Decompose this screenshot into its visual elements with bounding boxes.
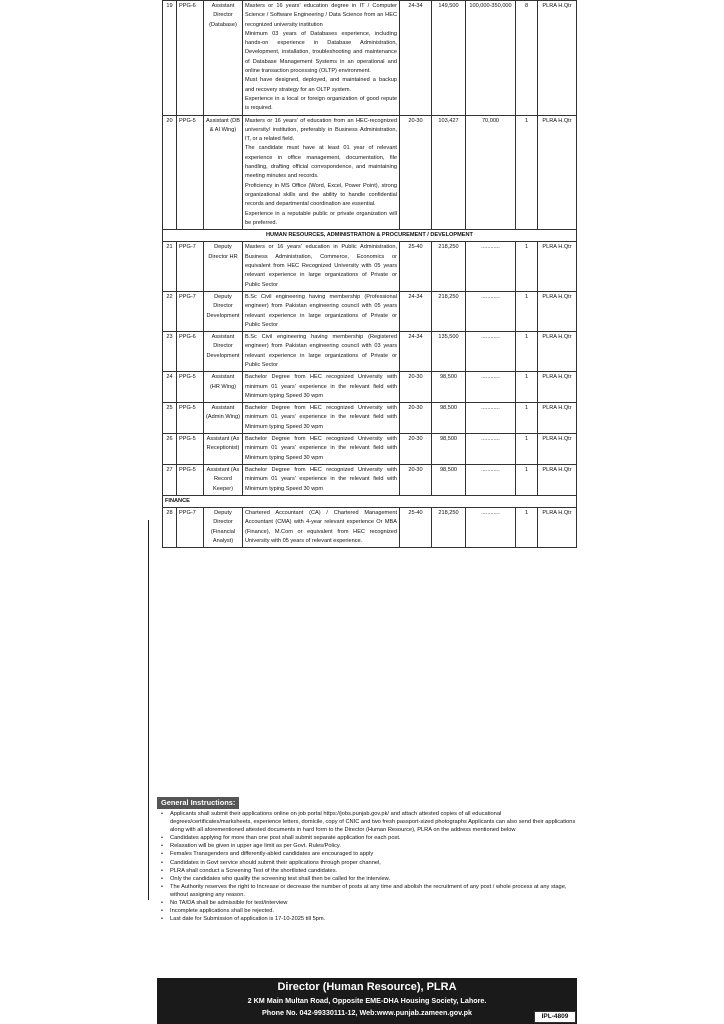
job-pay: 218,250 [432,242,466,291]
list-item: • Applicants shall submit their applications online on job portal https://jobs.punjab.gov.pk/ and attach attested copies of all educational degrees/certificates/marksheets, experience letters, domicile, copy of CNIC and two fresh passport-sized photographs Applicants can also send their applications along with all aforementioned attested documents in hard form to the Director (Human Resource), PLRA on the address mentioned below [157,810,577,834]
job-post: Assistant (Admin Wing) [204,403,243,434]
list-item: • Females Transgenders and differently-abled candidates are encouraged to apply [157,850,577,858]
job-package: 70,000 [466,115,516,230]
job-no: 26 [163,434,177,465]
footer-address: 2 KM Main Multan Road, Opposite EME-DHA Housing Society, Lahore. [247,996,487,1005]
job-qualification [243,115,400,230]
qual-line: Masters or 16 years' education in Public Administration, Business Administration, Commerce, Economics or equivalent from HEC Recognized University with 05 years relevant experience in large organizations of Private or Public Sector [245,244,397,288]
table-row [163,464,577,495]
list-item: • Incomplete applications shall be rejected. [157,907,577,915]
job-qualification [243,1,400,116]
job-count: 1 [516,372,538,403]
job-scale: PPG-7 [177,242,204,291]
job-scale: PPG-5 [177,434,204,465]
instructions-list [157,810,577,923]
job-scale: PPG-5 [177,403,204,434]
job-post: Deputy Director HR [204,242,243,291]
job-pay: 149,500 [432,1,466,116]
crop-mark [148,520,149,900]
job-count: 1 [516,508,538,548]
job-age: 25-40 [400,242,432,291]
qual-line: Experience in a reputable public or private organization will be preferred. [245,210,397,226]
job-qualification [243,291,400,331]
job-location: PLRA H.Qtr [538,508,577,548]
job-post: Assistant (DB & AI Wing) [204,115,243,230]
job-qualification [243,434,400,465]
list-item: • Last date for Submission of application is 17-10-2025 till 5pm. [157,915,577,923]
job-no: 23 [163,332,177,372]
job-location: PLRA H.Qtr [538,242,577,291]
qual-line: B.Sc Civil engineering having membership (Professional engineer) from Pakistan engineering council with 05 years relevant experience in large organizations of Private or Public Sector [245,293,397,328]
job-location: PLRA H.Qtr [538,332,577,372]
table-row [163,291,577,331]
job-location: PLRA H.Qtr [538,115,577,230]
job-count: 1 [516,403,538,434]
qual-line: Chartered Accountant (CA) / Chartered Management Accountant (CMA) with 4-year relevant experience Or MBA (Finance), M.Com or equivalent from HEC recognized University with 05 years of relevant experience. [245,510,397,545]
qual-line: Masters or 16 years' education degree in IT / Computer Science / Software Engineering / Data Science from an HEC recognized university institution [245,3,397,28]
job-scale: PPG-5 [177,464,204,495]
job-post: Assistant (HR Wing) [204,372,243,403]
list-item: • Only the candidates who qualify the screening test shall then be called for the interview. [157,875,577,883]
job-pay: 218,250 [432,508,466,548]
job-location: PLRA H.Qtr [538,291,577,331]
table-row [163,434,577,465]
list-item: • The Authority reserves the right to Increase or decrease the number of posts at any time and abolish the recruitment of any post / whole process at any stage, without assigning any reason. [157,883,577,899]
job-package: 100,000-350,000 [466,1,516,116]
job-scale: PPG-6 [177,332,204,372]
job-location: PLRA H.Qtr [538,464,577,495]
job-package: ............ [466,434,516,465]
qual-line: Proficiency in MS Office (Word, Excel, Power Point), strong organizational skills and the ability to handle confidential records and departmental coordination are essential. [245,182,397,208]
instructions-heading: General Instructions: [157,797,239,809]
job-qualification [243,403,400,434]
list-item: • Candidates applying for more than one post shall submit separate application for each post. [157,834,577,842]
job-count: 8 [516,1,538,116]
ad-code: IPL-4809 [534,1011,576,1023]
job-count: 1 [516,332,538,372]
job-age: 20-30 [400,403,432,434]
qual-line: Must have designed, deployed, and maintained a backup and recovery strategy for an OLTP system. [245,77,397,93]
job-age: 24-34 [400,291,432,331]
job-count: 1 [516,291,538,331]
job-pay: 103,427 [432,115,466,230]
table-row [163,508,577,548]
job-post: Assistant (As Receptionist) [204,434,243,465]
job-count: 1 [516,242,538,291]
job-package: ............ [466,291,516,331]
job-post: Deputy Director (Financial Analyst) [204,508,243,548]
job-age: 25-40 [400,508,432,548]
job-age: 24-34 [400,332,432,372]
qual-line: Bachelor Degree from HEC recognized University with minimum 01 years' experience in the relevant field with Minimum typing Speed 30 wpm [245,374,397,399]
job-package: ............ [466,508,516,548]
job-pay: 135,500 [432,332,466,372]
job-scale: PPG-5 [177,115,204,230]
job-scale: PPG-5 [177,372,204,403]
job-no: 19 [163,1,177,116]
job-location: PLRA H.Qtr [538,1,577,116]
job-qualification [243,508,400,548]
section-row [163,230,577,242]
qual-line: Bachelor Degree from HEC recognized University with minimum 01 years' experience in the relevant field with Minimum typing Speed 30 wpm [245,436,397,461]
job-scale: PPG-6 [177,1,204,116]
list-item: • Relaxation will be given in upper age limit as per Govt. Rules/Policy. [157,842,577,850]
job-location: PLRA H.Qtr [538,434,577,465]
list-item: • No TA/DA shall be admissible for test/interview [157,899,577,907]
job-pay: 218,250 [432,291,466,331]
job-no: 28 [163,508,177,548]
job-qualification [243,332,400,372]
footer-title: Director (Human Resource), PLRA [277,981,457,993]
job-no: 27 [163,464,177,495]
job-package: ............ [466,332,516,372]
job-age: 20-30 [400,372,432,403]
job-post: Deputy Director Development [204,291,243,331]
jobs-table [162,0,577,548]
job-qualification [243,464,400,495]
job-package: ............ [466,242,516,291]
job-no: 24 [163,372,177,403]
job-no: 21 [163,242,177,291]
job-location: PLRA H.Qtr [538,403,577,434]
job-no: 22 [163,291,177,331]
job-count: 1 [516,434,538,465]
job-qualification [243,372,400,403]
job-pay: 98,500 [432,464,466,495]
contact-footer [157,978,577,1024]
qual-line: Experience in a local or foreign organization of good repute is required. [245,95,397,112]
job-package: ............ [466,403,516,434]
section-title-finance: FINANCE [163,495,577,507]
list-item: • Candidates in Govt service should submit their applications through proper channel, [157,859,577,867]
job-location: PLRA H.Qtr [538,372,577,403]
job-no: 25 [163,403,177,434]
section-row [163,495,577,507]
job-pay: 98,500 [432,434,466,465]
job-scale: PPG-7 [177,291,204,331]
table-row [163,1,577,116]
job-pay: 98,500 [432,372,466,403]
job-post: Assistant Director Development [204,332,243,372]
qual-line: Masters or 16 years' of education from an HEC-recognized university/ institution, preferably in Business Administration, IT, or a related field. [245,117,397,143]
job-scale: PPG-7 [177,508,204,548]
job-age: 24-34 [400,1,432,116]
qual-line: Bachelor Degree from HEC recognized University with minimum 01 years' experience in the relevant field with Minimum typing Speed 30 wpm [245,405,397,430]
job-post: Assistant Director (Database) [204,1,243,116]
list-item: • PLRA shall conduct a Screening Test of the shortlisted candidates. [157,867,577,875]
table-row [163,372,577,403]
job-age: 20-30 [400,115,432,230]
qual-line: Minimum 03 years of Databases experience, including hands-on experience in Database Administration, Development, installation, troubleshooting and maintenance of Database Management Systems in an operational and online transaction processing (OLTP) environment. [245,30,397,75]
qual-line: The candidate must have at least 01 year of relevant experience in office management, documentation, file handling, drafting official correspondence, and maintaining meeting minutes and records. [245,145,397,180]
table-row [163,403,577,434]
table-row [163,115,577,230]
job-package: ............ [466,372,516,403]
job-package: ............ [466,464,516,495]
job-age: 20-30 [400,464,432,495]
job-count: 1 [516,464,538,495]
qual-line: B.Sc Civil engineering having membership (Registered engineer) from Pakistan engineering council with 03 years relevant experience in large organizations of Private or Public Sector [245,334,397,368]
section-title-hr: HUMAN RESOURCES, ADMINISTRATION & PROCUREMENT / DEVELOPMENT [163,230,577,242]
table-row [163,242,577,291]
job-no: 20 [163,115,177,230]
footer-contact: Phone No. 042-99330111-12, Web:www.punjab.zameen.gov.pk [262,1008,472,1017]
job-post: Assistant (As Record Keeper) [204,464,243,495]
qual-line: Bachelor Degree from HEC recognized University with minimum 01 years' experience in the relevant field with Minimum typing Speed 30 wpm [245,466,397,492]
job-qualification [243,242,400,291]
job-count: 1 [516,115,538,230]
table-row [163,332,577,372]
job-pay: 98,500 [432,403,466,434]
job-age: 20-30 [400,434,432,465]
